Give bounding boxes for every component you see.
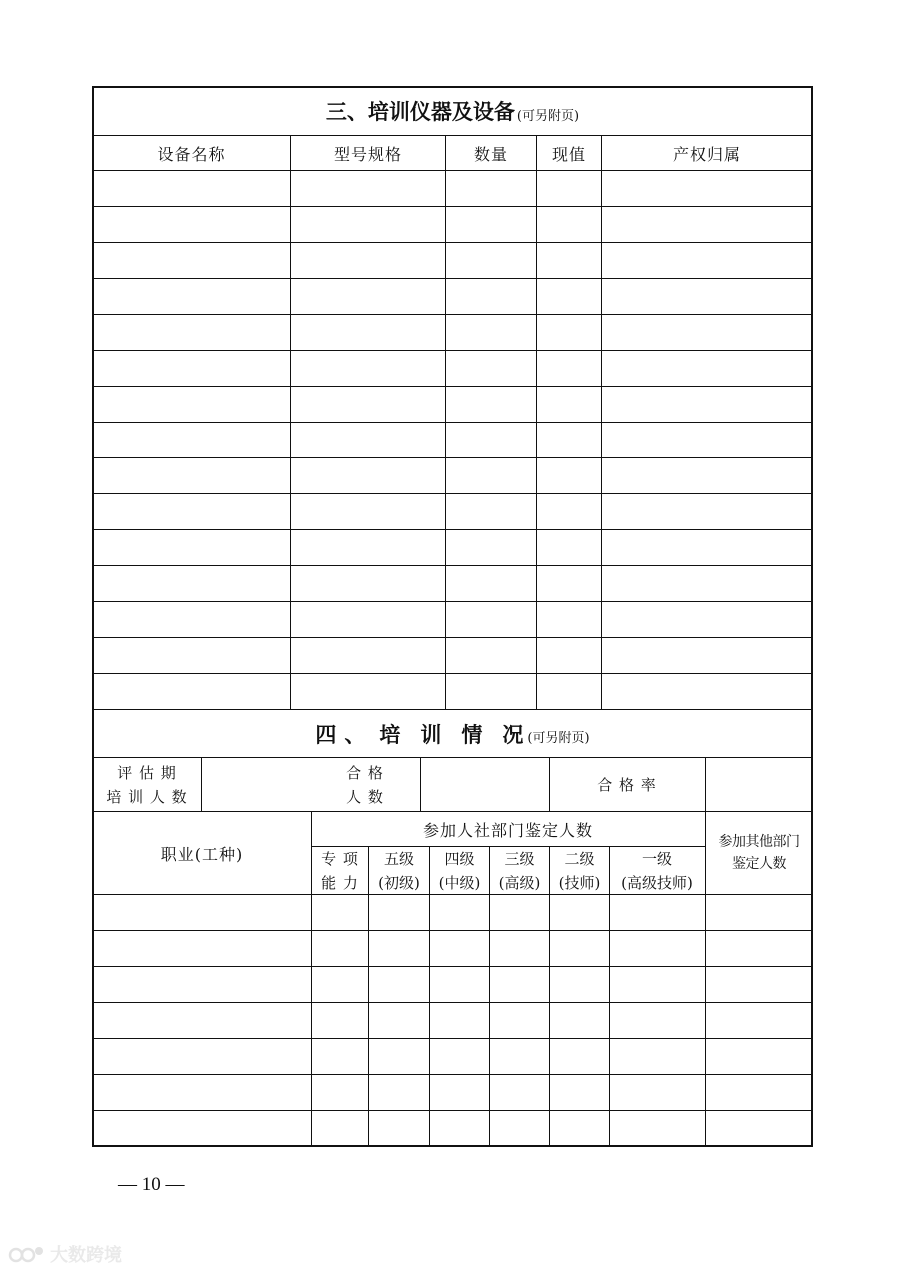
other-dept-header-line1: 参加其他部门 bbox=[718, 834, 800, 850]
table-cell[interactable] bbox=[291, 674, 445, 708]
table-cell[interactable] bbox=[369, 1039, 429, 1073]
table-cell[interactable] bbox=[602, 638, 812, 672]
table-cell[interactable] bbox=[610, 931, 705, 965]
table-cell[interactable] bbox=[93, 279, 290, 313]
table-cell[interactable] bbox=[602, 351, 812, 385]
table-cell[interactable] bbox=[550, 1075, 609, 1109]
table-cell[interactable] bbox=[537, 530, 601, 564]
col-header-quantity: 数量 bbox=[473, 144, 508, 164]
table-cell[interactable] bbox=[93, 674, 290, 708]
divider bbox=[368, 846, 369, 1146]
table-cell[interactable] bbox=[446, 279, 536, 313]
table-cell[interactable] bbox=[93, 243, 290, 277]
table-cell[interactable] bbox=[602, 494, 812, 528]
table-cell[interactable] bbox=[93, 171, 290, 205]
divider bbox=[489, 846, 490, 1146]
section4-note: (可另附页) bbox=[527, 731, 590, 746]
table-cell[interactable] bbox=[537, 351, 601, 385]
section3-title-text: 三、培训仪器及设备 bbox=[325, 100, 515, 124]
table-cell[interactable] bbox=[93, 967, 311, 1001]
table-cell[interactable] bbox=[291, 387, 445, 421]
table-cell[interactable] bbox=[312, 1003, 368, 1037]
table-cell[interactable] bbox=[537, 171, 601, 205]
col-header-ownership: 产权归属 bbox=[672, 144, 741, 164]
divider bbox=[609, 846, 610, 1146]
section3-note: (可另附页) bbox=[516, 108, 580, 124]
section4-title-char: 四 bbox=[315, 722, 337, 747]
table-cell[interactable] bbox=[610, 1039, 705, 1073]
table-cell[interactable] bbox=[369, 931, 429, 965]
table-cell[interactable] bbox=[291, 566, 445, 600]
table-cell[interactable] bbox=[312, 931, 368, 965]
level-header-line2: (技师) bbox=[558, 873, 601, 892]
table-cell[interactable] bbox=[446, 674, 536, 708]
table-cell[interactable] bbox=[602, 674, 812, 708]
level-header-line2: (初级) bbox=[378, 873, 420, 892]
table-cell[interactable] bbox=[430, 1075, 489, 1109]
pass-count-label bbox=[311, 758, 419, 811]
section4-title-char: 况 bbox=[502, 722, 524, 747]
table-cell[interactable] bbox=[291, 279, 445, 313]
table-cell[interactable] bbox=[93, 566, 290, 600]
table-cell[interactable] bbox=[291, 530, 445, 564]
table-cell[interactable] bbox=[312, 1111, 368, 1145]
table-cell[interactable] bbox=[537, 207, 601, 241]
table-cell[interactable] bbox=[610, 895, 705, 929]
table-cell[interactable] bbox=[93, 931, 311, 965]
table-cell[interactable] bbox=[706, 1003, 812, 1037]
level-header-1 bbox=[610, 847, 704, 894]
table-cell[interactable] bbox=[369, 1003, 429, 1037]
table-cell[interactable] bbox=[550, 1111, 609, 1145]
table-cell[interactable] bbox=[490, 1111, 549, 1145]
divider bbox=[429, 846, 430, 1146]
table-cell[interactable] bbox=[706, 967, 812, 1001]
table-cell[interactable] bbox=[602, 171, 812, 205]
table-cell[interactable] bbox=[602, 207, 812, 241]
table-cell[interactable] bbox=[537, 566, 601, 600]
table-cell[interactable] bbox=[537, 638, 601, 672]
table-cell[interactable] bbox=[550, 895, 609, 929]
watermark bbox=[8, 1241, 122, 1267]
section4-title bbox=[93, 710, 812, 757]
table-cell[interactable] bbox=[430, 1003, 489, 1037]
table-cell[interactable] bbox=[537, 315, 601, 349]
level-header-2 bbox=[550, 847, 609, 894]
table-cell[interactable] bbox=[291, 351, 445, 385]
table-cell[interactable] bbox=[93, 387, 290, 421]
table-cell[interactable] bbox=[446, 351, 536, 385]
level-header-line1: 五级 bbox=[383, 849, 414, 868]
table-cell[interactable] bbox=[550, 931, 609, 965]
table-cell[interactable] bbox=[490, 1039, 549, 1073]
hrss-appraisal-header: 参加人社部门鉴定人数 bbox=[422, 820, 593, 840]
table-cell[interactable] bbox=[312, 1075, 368, 1109]
table-cell[interactable] bbox=[602, 243, 812, 277]
table-cell[interactable] bbox=[706, 895, 812, 929]
table-cell[interactable] bbox=[369, 967, 429, 1001]
table-cell[interactable] bbox=[93, 895, 311, 929]
col-header-equipment-name: 设备名称 bbox=[157, 144, 226, 164]
table-cell[interactable] bbox=[93, 423, 290, 457]
table-cell[interactable] bbox=[291, 494, 445, 528]
table-cell[interactable] bbox=[93, 638, 290, 672]
table-cell[interactable] bbox=[93, 494, 290, 528]
table-cell[interactable] bbox=[446, 458, 536, 492]
section4-title-char: 情 bbox=[461, 722, 483, 747]
table-cell[interactable] bbox=[93, 530, 290, 564]
table-cell[interactable] bbox=[602, 279, 812, 313]
divider bbox=[290, 135, 291, 709]
table-cell[interactable] bbox=[446, 171, 536, 205]
table-cell[interactable] bbox=[291, 171, 445, 205]
level-header-line1: 四级 bbox=[444, 849, 475, 868]
table-cell[interactable] bbox=[602, 423, 812, 457]
col-header-current-value: 现值 bbox=[551, 144, 586, 164]
table-cell[interactable] bbox=[446, 602, 536, 636]
table-cell[interactable] bbox=[602, 387, 812, 421]
table-cell[interactable] bbox=[369, 895, 429, 929]
divider bbox=[445, 135, 446, 709]
table-cell[interactable] bbox=[312, 1039, 368, 1073]
table-cell[interactable] bbox=[550, 967, 609, 1001]
page-number: — 10 — bbox=[118, 1174, 185, 1195]
divider bbox=[601, 135, 602, 709]
table-cell[interactable] bbox=[706, 1111, 812, 1145]
table-cell[interactable] bbox=[291, 315, 445, 349]
other-dept-header-line2: 鉴定人数 bbox=[732, 856, 786, 872]
divider bbox=[311, 811, 312, 1146]
table-cell[interactable] bbox=[430, 1111, 489, 1145]
table-cell[interactable] bbox=[490, 967, 549, 1001]
table-cell[interactable] bbox=[291, 638, 445, 672]
table-cell[interactable] bbox=[610, 1111, 705, 1145]
level-header-line2: (中级) bbox=[438, 873, 481, 892]
divider bbox=[549, 846, 550, 1146]
level-header-line1: 三级 bbox=[504, 849, 535, 868]
table-cell[interactable] bbox=[93, 351, 290, 385]
level-header-5 bbox=[369, 847, 429, 894]
table-cell[interactable] bbox=[706, 1075, 812, 1109]
table-cell[interactable] bbox=[537, 279, 601, 313]
section4-title-char: 训 bbox=[420, 722, 442, 747]
table-cell[interactable] bbox=[610, 1075, 705, 1109]
section4-title-char: 培 bbox=[379, 722, 401, 747]
level-header-line2: (高级技师) bbox=[621, 873, 693, 892]
table-cell[interactable] bbox=[602, 458, 812, 492]
table-cell[interactable] bbox=[93, 602, 290, 636]
table-cell[interactable] bbox=[430, 967, 489, 1001]
eval-period-count-field[interactable] bbox=[202, 758, 310, 811]
level-header-line1: 专 项 bbox=[321, 849, 359, 868]
table-cell[interactable] bbox=[93, 1075, 311, 1109]
table-cell[interactable] bbox=[291, 458, 445, 492]
table-cell[interactable] bbox=[602, 566, 812, 600]
table-cell[interactable] bbox=[291, 243, 445, 277]
table-cell[interactable] bbox=[550, 1003, 609, 1037]
table-cell[interactable] bbox=[446, 315, 536, 349]
watermark-text: 大数跨境 bbox=[50, 1245, 122, 1266]
table-cell[interactable] bbox=[537, 458, 601, 492]
occupation-header: 职业(工种) bbox=[160, 844, 244, 864]
table-cell[interactable] bbox=[291, 207, 445, 241]
table-cell[interactable] bbox=[490, 895, 549, 929]
table-cell[interactable] bbox=[446, 638, 536, 672]
table-cell[interactable] bbox=[446, 423, 536, 457]
table-cell[interactable] bbox=[446, 530, 536, 564]
table-cell[interactable] bbox=[706, 931, 812, 965]
table-cell[interactable] bbox=[602, 315, 812, 349]
table-cell[interactable] bbox=[430, 931, 489, 965]
table-cell[interactable] bbox=[93, 458, 290, 492]
divider bbox=[705, 757, 706, 1146]
table-cell[interactable] bbox=[291, 602, 445, 636]
col-header-model-spec: 型号规格 bbox=[333, 144, 402, 164]
section3-title bbox=[93, 88, 812, 134]
pass-rate-field[interactable] bbox=[706, 758, 812, 811]
level-header-3 bbox=[490, 847, 549, 894]
pass-rate-label: 合 格 率 bbox=[597, 775, 657, 794]
table-cell[interactable] bbox=[312, 967, 368, 1001]
level-header-line1: 一级 bbox=[641, 849, 672, 868]
table-cell[interactable] bbox=[537, 387, 601, 421]
table-cell[interactable] bbox=[550, 1039, 609, 1073]
section4-title-char: 、 bbox=[344, 722, 366, 747]
pass-count-field[interactable] bbox=[421, 758, 548, 811]
table-cell[interactable] bbox=[537, 602, 601, 636]
table-cell[interactable] bbox=[93, 1039, 311, 1073]
table-cell[interactable] bbox=[610, 1003, 705, 1037]
table-cell[interactable] bbox=[369, 1075, 429, 1109]
table-cell[interactable] bbox=[93, 207, 290, 241]
table-cell[interactable] bbox=[430, 1039, 489, 1073]
table-cell[interactable] bbox=[446, 566, 536, 600]
table-cell[interactable] bbox=[537, 674, 601, 708]
table-cell[interactable] bbox=[537, 243, 601, 277]
eval-period-label bbox=[93, 758, 201, 811]
table-cell[interactable] bbox=[490, 1075, 549, 1109]
table-cell[interactable] bbox=[490, 931, 549, 965]
level-header-line2: (高级) bbox=[498, 873, 541, 892]
table-cell[interactable] bbox=[446, 387, 536, 421]
table-cell[interactable] bbox=[93, 315, 290, 349]
table-cell[interactable] bbox=[446, 207, 536, 241]
level-header-line2: 能 力 bbox=[321, 873, 359, 892]
table-cell[interactable] bbox=[537, 494, 601, 528]
watermark-logo-icon bbox=[8, 1242, 46, 1266]
pass-count-label-line1: 合 格 bbox=[346, 763, 384, 782]
eval-period-label-line1: 评 估 期 bbox=[117, 763, 177, 782]
table-cell[interactable] bbox=[430, 895, 489, 929]
table-cell[interactable] bbox=[312, 895, 368, 929]
divider bbox=[536, 135, 537, 709]
table-cell[interactable] bbox=[602, 530, 812, 564]
level-header-line1: 二级 bbox=[564, 849, 595, 868]
level-header-4 bbox=[430, 847, 489, 894]
table-cell[interactable] bbox=[291, 423, 445, 457]
table-cell[interactable] bbox=[93, 1003, 311, 1037]
table-cell[interactable] bbox=[93, 1111, 311, 1145]
other-dept-header bbox=[706, 812, 812, 894]
level-header-special bbox=[312, 847, 368, 894]
table-cell[interactable] bbox=[369, 1111, 429, 1145]
table-cell[interactable] bbox=[706, 1039, 812, 1073]
pass-count-label-line2: 人 数 bbox=[346, 787, 384, 806]
table-cell[interactable] bbox=[446, 494, 536, 528]
eval-period-label-line2: 培 训 人 数 bbox=[106, 787, 188, 806]
table-cell[interactable] bbox=[490, 1003, 549, 1037]
table-cell[interactable] bbox=[537, 423, 601, 457]
table-cell[interactable] bbox=[446, 243, 536, 277]
table-cell[interactable] bbox=[602, 602, 812, 636]
table-cell[interactable] bbox=[610, 967, 705, 1001]
